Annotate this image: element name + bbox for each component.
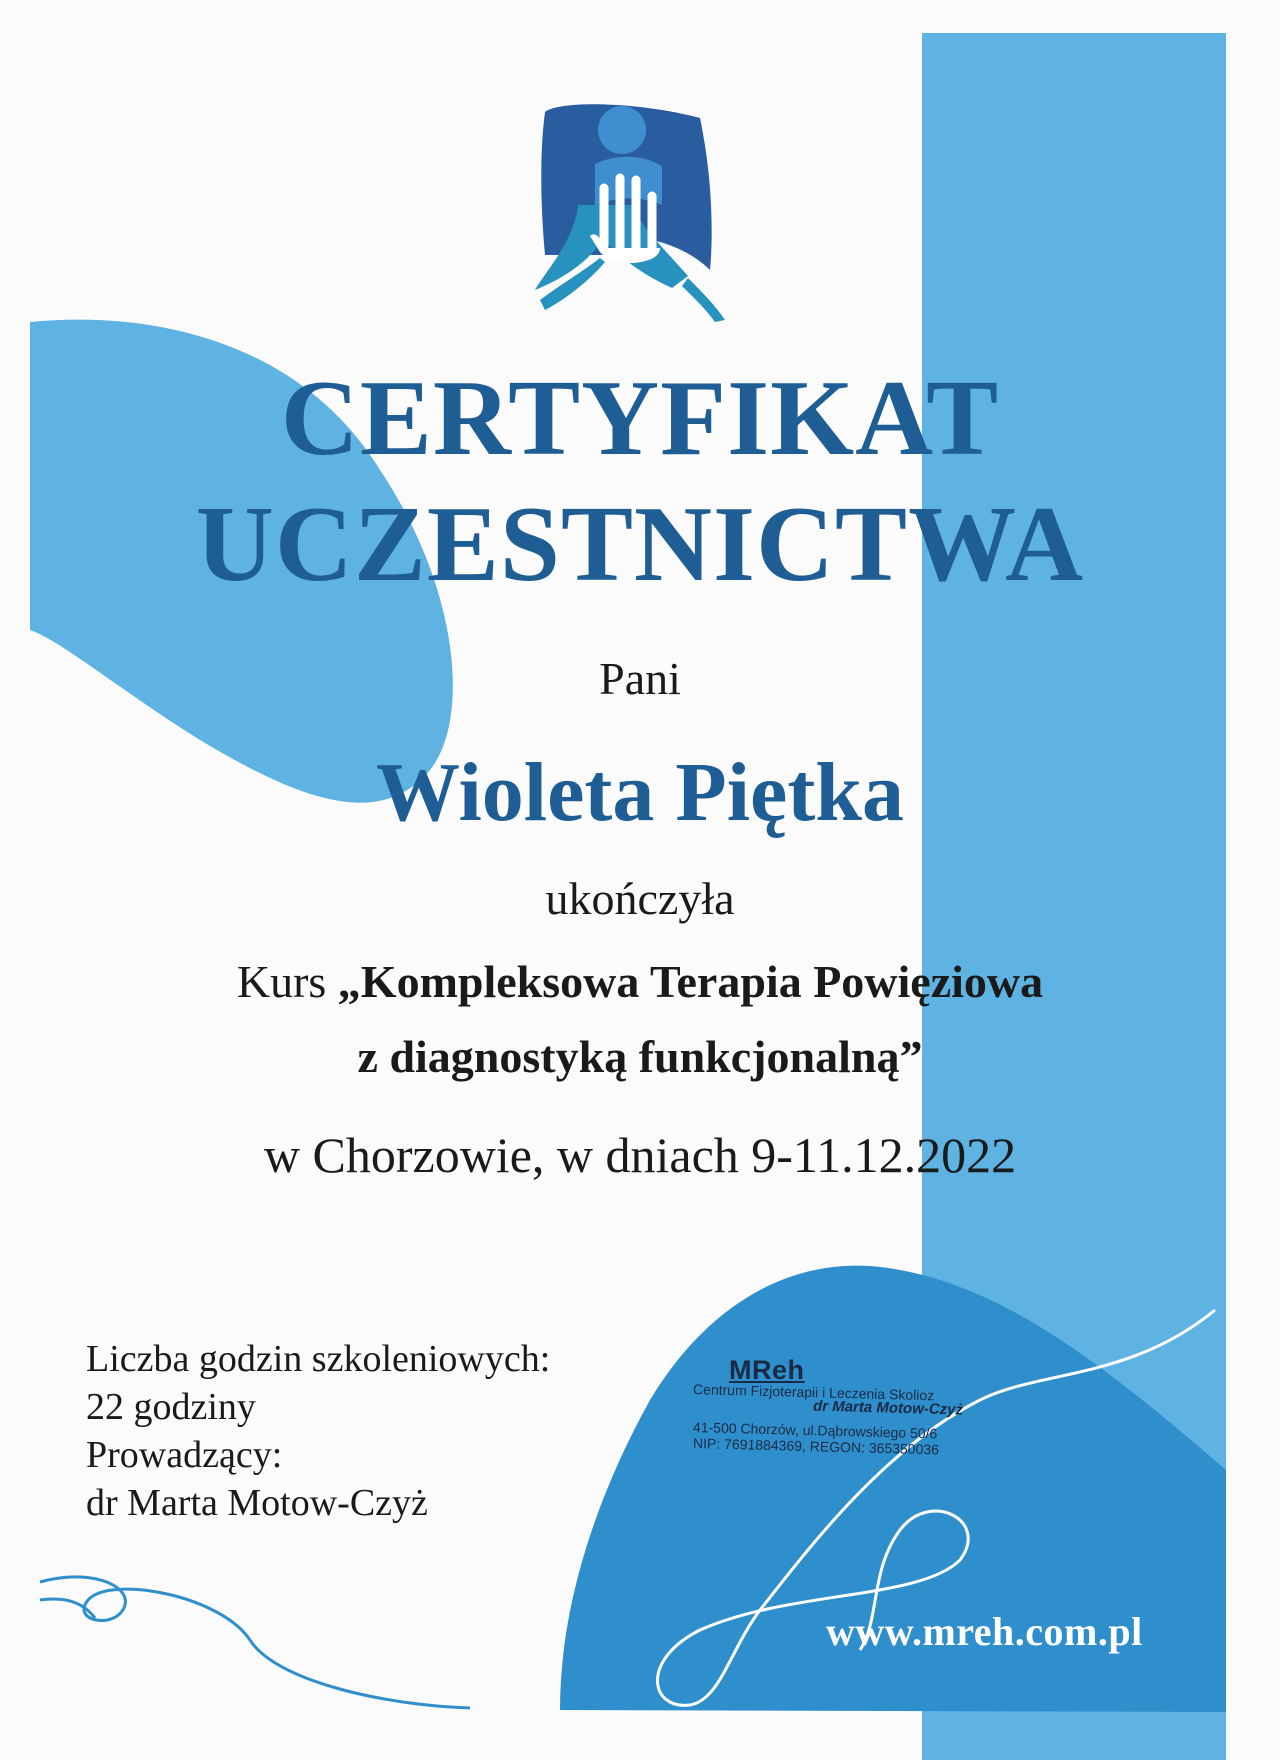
stamp-line2: dr Marta Motow-Czyż [812, 1397, 964, 1419]
participant-name: Wioleta Piętka [375, 746, 905, 839]
location-dates: w Chorzowie, w dniach 9-11.12.2022 [263, 1127, 1017, 1183]
training-details [86, 1335, 550, 1527]
course-line1 [0, 955, 1280, 1008]
salutation: Pani [599, 653, 681, 704]
course-name-line1: „Kompleksowa Terapia Powięziowa [337, 956, 1044, 1007]
instructor-name: dr Marta Motow-Czyż [86, 1482, 428, 1524]
hours-label: Liczba godzin szkoleniowych: [86, 1338, 551, 1380]
course-name-line2: z diagnostyką funkcjonalną” [357, 1031, 923, 1082]
certificate-title-line2: UCZESTNICTWA [195, 485, 1085, 604]
stamp-line4: NIP: 7691884369, REGON: 365350036 [692, 1435, 940, 1458]
hours-value: 22 godziny [86, 1386, 256, 1428]
course-prefix: Kurs [236, 956, 327, 1007]
hands-logo-icon [535, 104, 725, 322]
decorative-swirl-icon [40, 1577, 470, 1708]
stamp-line3: 41-500 Chorzów, ul.Dąbrowskiego 50/6 [692, 1419, 938, 1442]
stamp-name: MReh [729, 1355, 805, 1385]
completed-text: ukończyła [545, 873, 735, 924]
instructor-label: Prowadzący: [86, 1434, 283, 1476]
stamp-line1: Centrum Fizjoterapii i Leczenia Skolioz [692, 1381, 935, 1404]
company-stamp [693, 1355, 1073, 1456]
certificate-title-line1: CERTYFIKAT [280, 359, 1000, 478]
website-link[interactable]: www.mreh.com.pl [826, 1609, 1143, 1654]
